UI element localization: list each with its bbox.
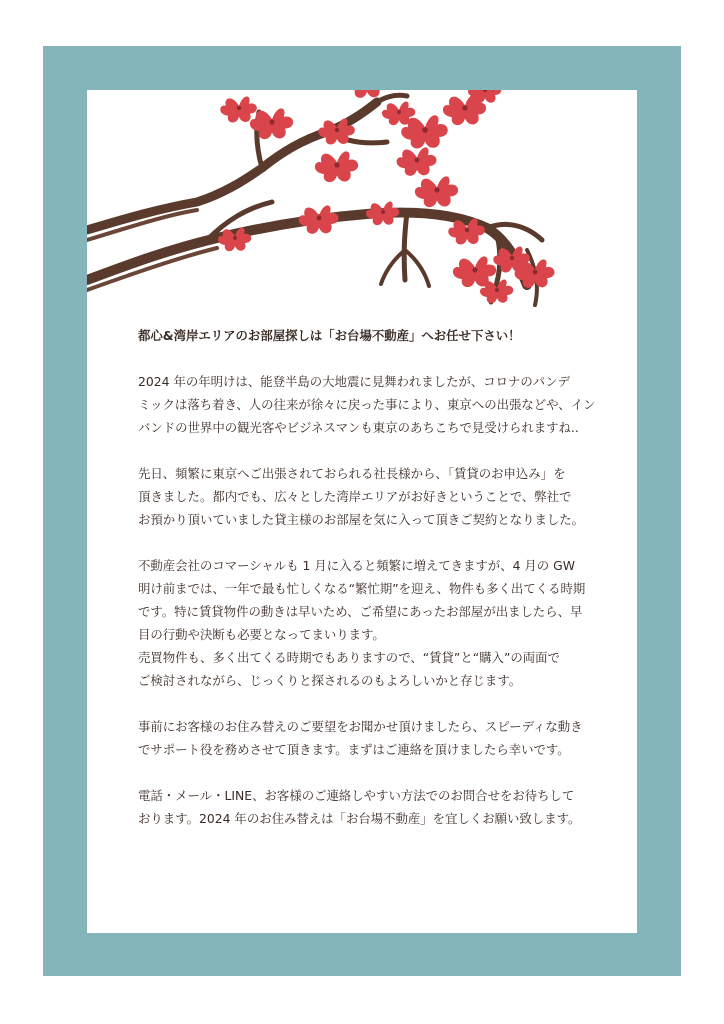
paragraph-3-line: ご検討されながら、じっくりと探されるのもよろしいかと存じます。: [138, 673, 522, 688]
letter-paper: [87, 90, 637, 933]
letter-headline: 都心&湾岸エリアのお部屋探しは「お台場不動産」へお任せ下さい！: [138, 328, 521, 343]
paragraph-3-line: 不動産会社のコマーシャルも 1 月に入ると頻繁に増えてきますが、4 月の GW: [138, 558, 575, 573]
paragraph-5-line: おります。2024 年のお住み替えは「お台場不動産」を宜しくお願い致します。: [138, 811, 581, 826]
paragraph-1-line: ミックは落ち着き、人の往来が徐々に戻った事により、東京への出張などや、イン: [138, 397, 596, 412]
paragraph-1-line: バンドの世界中の観光客やビジネスマンも東京のあちこちで見受けられますね..: [138, 420, 579, 435]
paragraph-3-line: 明け前までは、一年で最も忙しくなる“繁忙期”を迎え、物件も多く出てくる時期: [138, 581, 586, 596]
paragraph-2-line: 先日、頻繁に東京へご出張されておられる社長様から、「賃貸のお申込み」を: [138, 466, 566, 481]
paragraph-1-line: 2024 年の年明けは、能登半島の大地震に見舞われましたが、コロナのパンデ: [138, 374, 570, 389]
plum-blossom-branch-illustration: [87, 90, 637, 315]
paragraph-2-line: お預かり頂いていました貸主様のお部屋を気に入って頂きご契約となりました。: [138, 512, 585, 527]
paragraph-2-line: 頂きました。都内でも、広々とした湾岸エリアがお好きということで、弊社で: [138, 489, 572, 504]
paragraph-3-line: 売買物件も、多く出てくる時期でもありますので、“賃貸”と“購入”の両面で: [138, 650, 560, 665]
paragraph-3-line: です。特に賃貸物件の動きは早いため、ご希望にあったお部屋が出ましたら、早: [138, 604, 583, 619]
paragraph-3-line: 目の行動や決断も必要となってまいります。: [138, 627, 385, 642]
paragraph-5-line: 電話・メール・LINE、お客様のご連絡しやすい方法でのお問合せをお待ちして: [138, 788, 575, 803]
letter-body: [138, 324, 598, 830]
paragraph-4-line: 事前にお客様のお住み替えのご要望をお聞かせ頂けましたら、スピーディな動き: [138, 719, 583, 734]
paragraph-4-line: でサポート役を務めさせて頂きます。まずはご連絡を頂けましたら幸いです。: [138, 742, 570, 757]
